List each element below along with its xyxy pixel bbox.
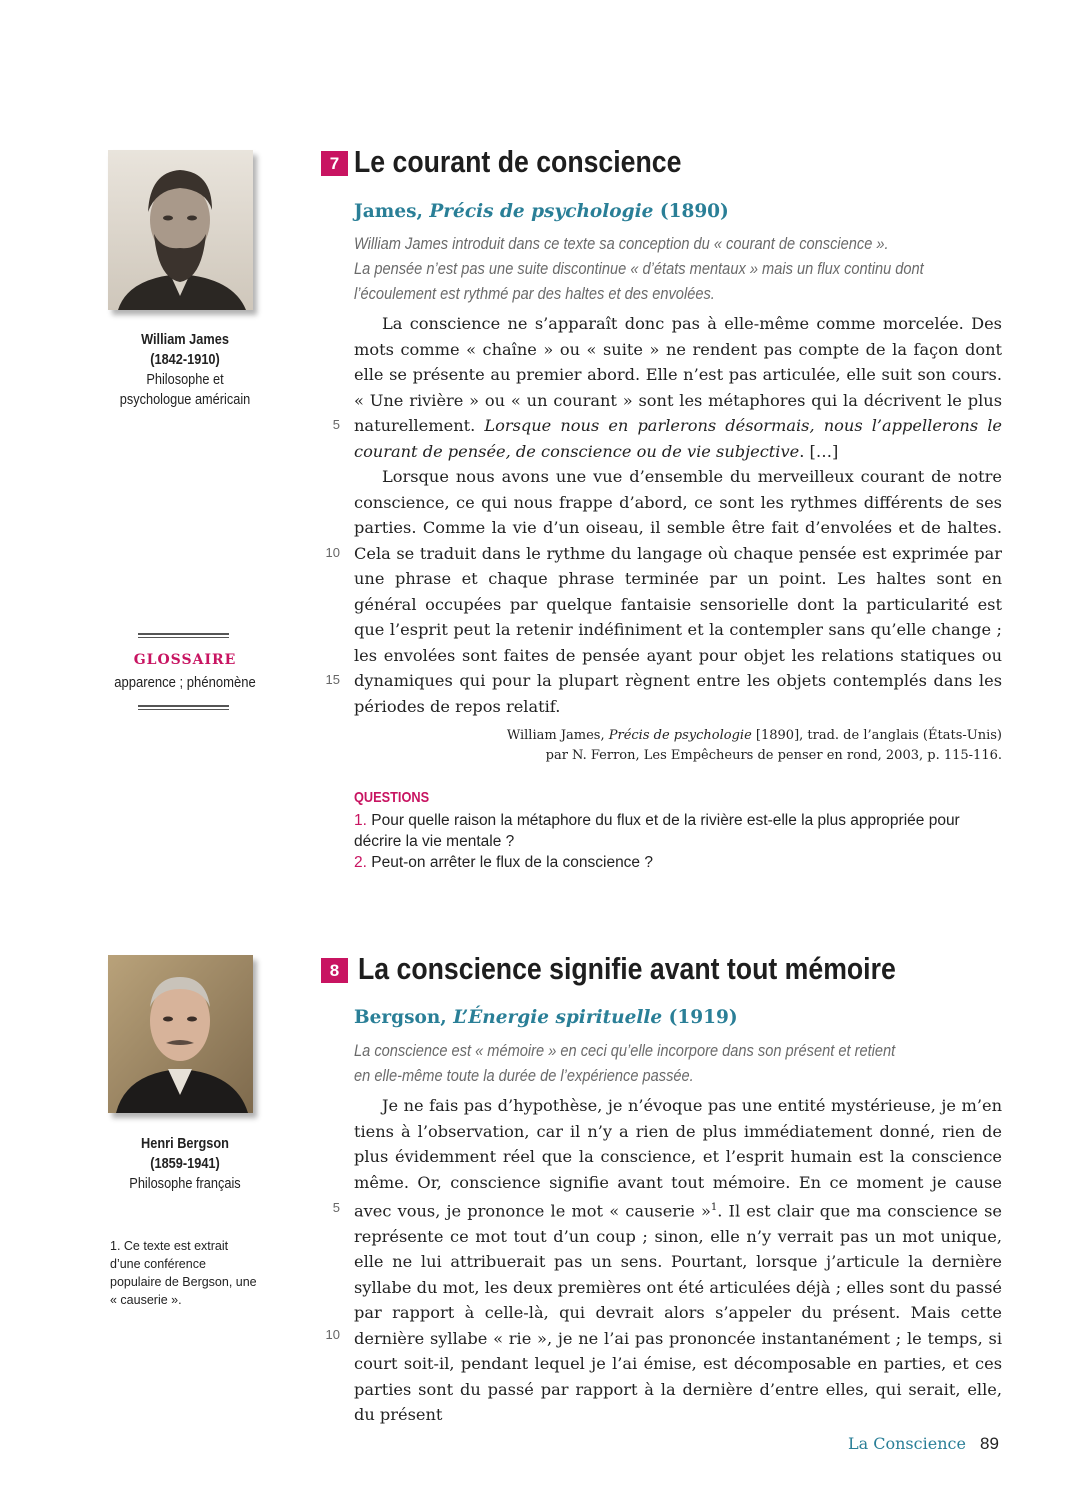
section-intro: La conscience est « mémoire » en ceci qu’elle incorpore dans son présent et retient en elle-même toute la durée de l’expérience passée. xyxy=(354,1041,896,1085)
footnote: 1. Ce texte est extrait d’une conférence populaire de Bergson, une « causerie ». xyxy=(110,1239,257,1307)
caption-dates: (1842-1910) xyxy=(150,352,220,368)
section-number-badge: 8 xyxy=(321,958,348,983)
bergson-excerpt xyxy=(354,1093,1002,1428)
caption-role: psychologue américain xyxy=(119,392,251,408)
glossary-rule-top xyxy=(138,633,229,638)
line-number: 15 xyxy=(325,672,340,687)
footnote-mark: 1 xyxy=(710,1202,718,1213)
william-james-portrait xyxy=(108,150,253,310)
james-excerpt xyxy=(354,311,1002,719)
henri-bergson-caption xyxy=(110,1134,260,1194)
line-number: 5 xyxy=(332,417,340,432)
section-title: Le courant de conscience xyxy=(354,144,682,179)
glossary-title: GLOSSAIRE xyxy=(133,652,237,668)
caption-role: Philosophe et xyxy=(146,372,224,388)
line-number: 10 xyxy=(325,545,340,560)
henri-bergson-portrait xyxy=(108,955,253,1113)
line-number: 5 xyxy=(332,1200,340,1215)
section-title: La conscience signifie avant tout mémoire xyxy=(358,951,896,986)
page-number: 89 xyxy=(980,1434,999,1453)
source-line: James, Précis de psychologie (1890) xyxy=(354,201,729,222)
source-line: Bergson, L’Énergie spirituelle (1919) xyxy=(354,1007,738,1028)
section-number-badge: 7 xyxy=(321,151,348,176)
question-item: 1. Pour quelle raison la métaphore du flux et de la rivière est-elle la plus appropriée pour décrire la vie mentale ? xyxy=(354,812,960,850)
question-item: 2. Peut-on arrêter le flux de la conscience ? xyxy=(354,854,653,871)
caption-name: Henri Bergson xyxy=(141,1136,229,1152)
line-number: 10 xyxy=(325,1327,340,1342)
caption-dates: (1859-1941) xyxy=(150,1156,220,1172)
chapter-footer: La Conscience xyxy=(848,1434,966,1453)
bibliographic-reference: William James, Précis de psychologie [1890], trad. de l’anglais (États-Unis) par N. Ferron, Les Empêcheurs de penser en rond, 2003, p. 115-116. xyxy=(506,728,1002,763)
paragraph: Je ne fais pas d’hypothèse, je n’évoque pas une entité mystérieuse, je m’en tiens à l’observation, car il n’y a rien de plus immédiatement donné, rien de plus évidemment réel que la conscience, et l’esprit humain est la conscience même. Or, conscience signifie avant tout mémoire. En ce moment je cause avec vous, je prononce le mot « causerie »$^1$. Il est clair que ma conscience se représente ce mot tout d’un coup ; sinon, elle n’y verrait pas un mot unique, elle ne lui attribuerait pas un sens. Pourtant, lorsque j’articule la dernière syllabe du mot, les deux premières ont été articulées déjà ; elles sont du passé par rapport à celle-là, qui devrait alors s’appeler du présent. Mais cette dernière syllabe « rie », je ne l’ai pas prononcée instantanément ; le temps, si court soit-il, pendant lequel je l’ai émise, est décomposable en parties, et ces parties sont du passé par rapport à la dernière d’entre elles, qui serait, elle, du présent xyxy=(354,1096,1002,1425)
section-intro: William James introduit dans ce texte sa conception du « courant de conscience ». La pensée n’est pas une suite discontinue « d’états mentaux » mais un flux continu dont l’écoulement est rythmé par des haltes et des envolées. xyxy=(354,234,924,303)
paragraph: Lorsque nous avons une vue d’ensemble du merveilleux courant de notre conscience, ce qui nous frappe d’abord, ce sont les rythmes différents de ses parties. Comme la vie d’un oiseau, il semble être fait d’envolées et de haltes. Cela se traduit dans le rythme du langage où chaque pensée est exprimée par une phrase et chaque phrase terminée par un point. Les haltes sont en général occupées par quelque fantaisie sensorielle dont la particularité est que l’esprit peut la retenir indéfiniment et la contempler sans qu’elle change ; les envolées sont faites de pensée ayant pour objet les relations statiques ou dynamiques qui pour la plupart règnent entre les objets contemplés dans les périodes de repos relatif. xyxy=(354,467,1002,716)
william-james-caption xyxy=(110,330,260,410)
questions-label: QUESTIONS xyxy=(354,789,430,806)
paragraph: La conscience ne s’apparaît donc pas à elle-même comme morcelée. Des mots comme « chaîne » ou « suite » ne rendent pas compte de la façon dont elle se présente au premier abord. Elle n’est pas articulée, elle suit son cours. « Une rivière » ou « un courant » sont les métaphores qui la décrivent le plus naturellement. Lorsque nous en parlerons désormais, nous l’appellerons le courant de pensée, de conscience ou de vie subjective. […] xyxy=(354,314,1002,461)
caption-name: William James xyxy=(141,332,229,348)
glossary-rule-bottom xyxy=(138,705,229,710)
caption-role: Philosophe français xyxy=(129,1176,241,1192)
glossary-terms: apparence ; phénomène xyxy=(114,675,256,691)
